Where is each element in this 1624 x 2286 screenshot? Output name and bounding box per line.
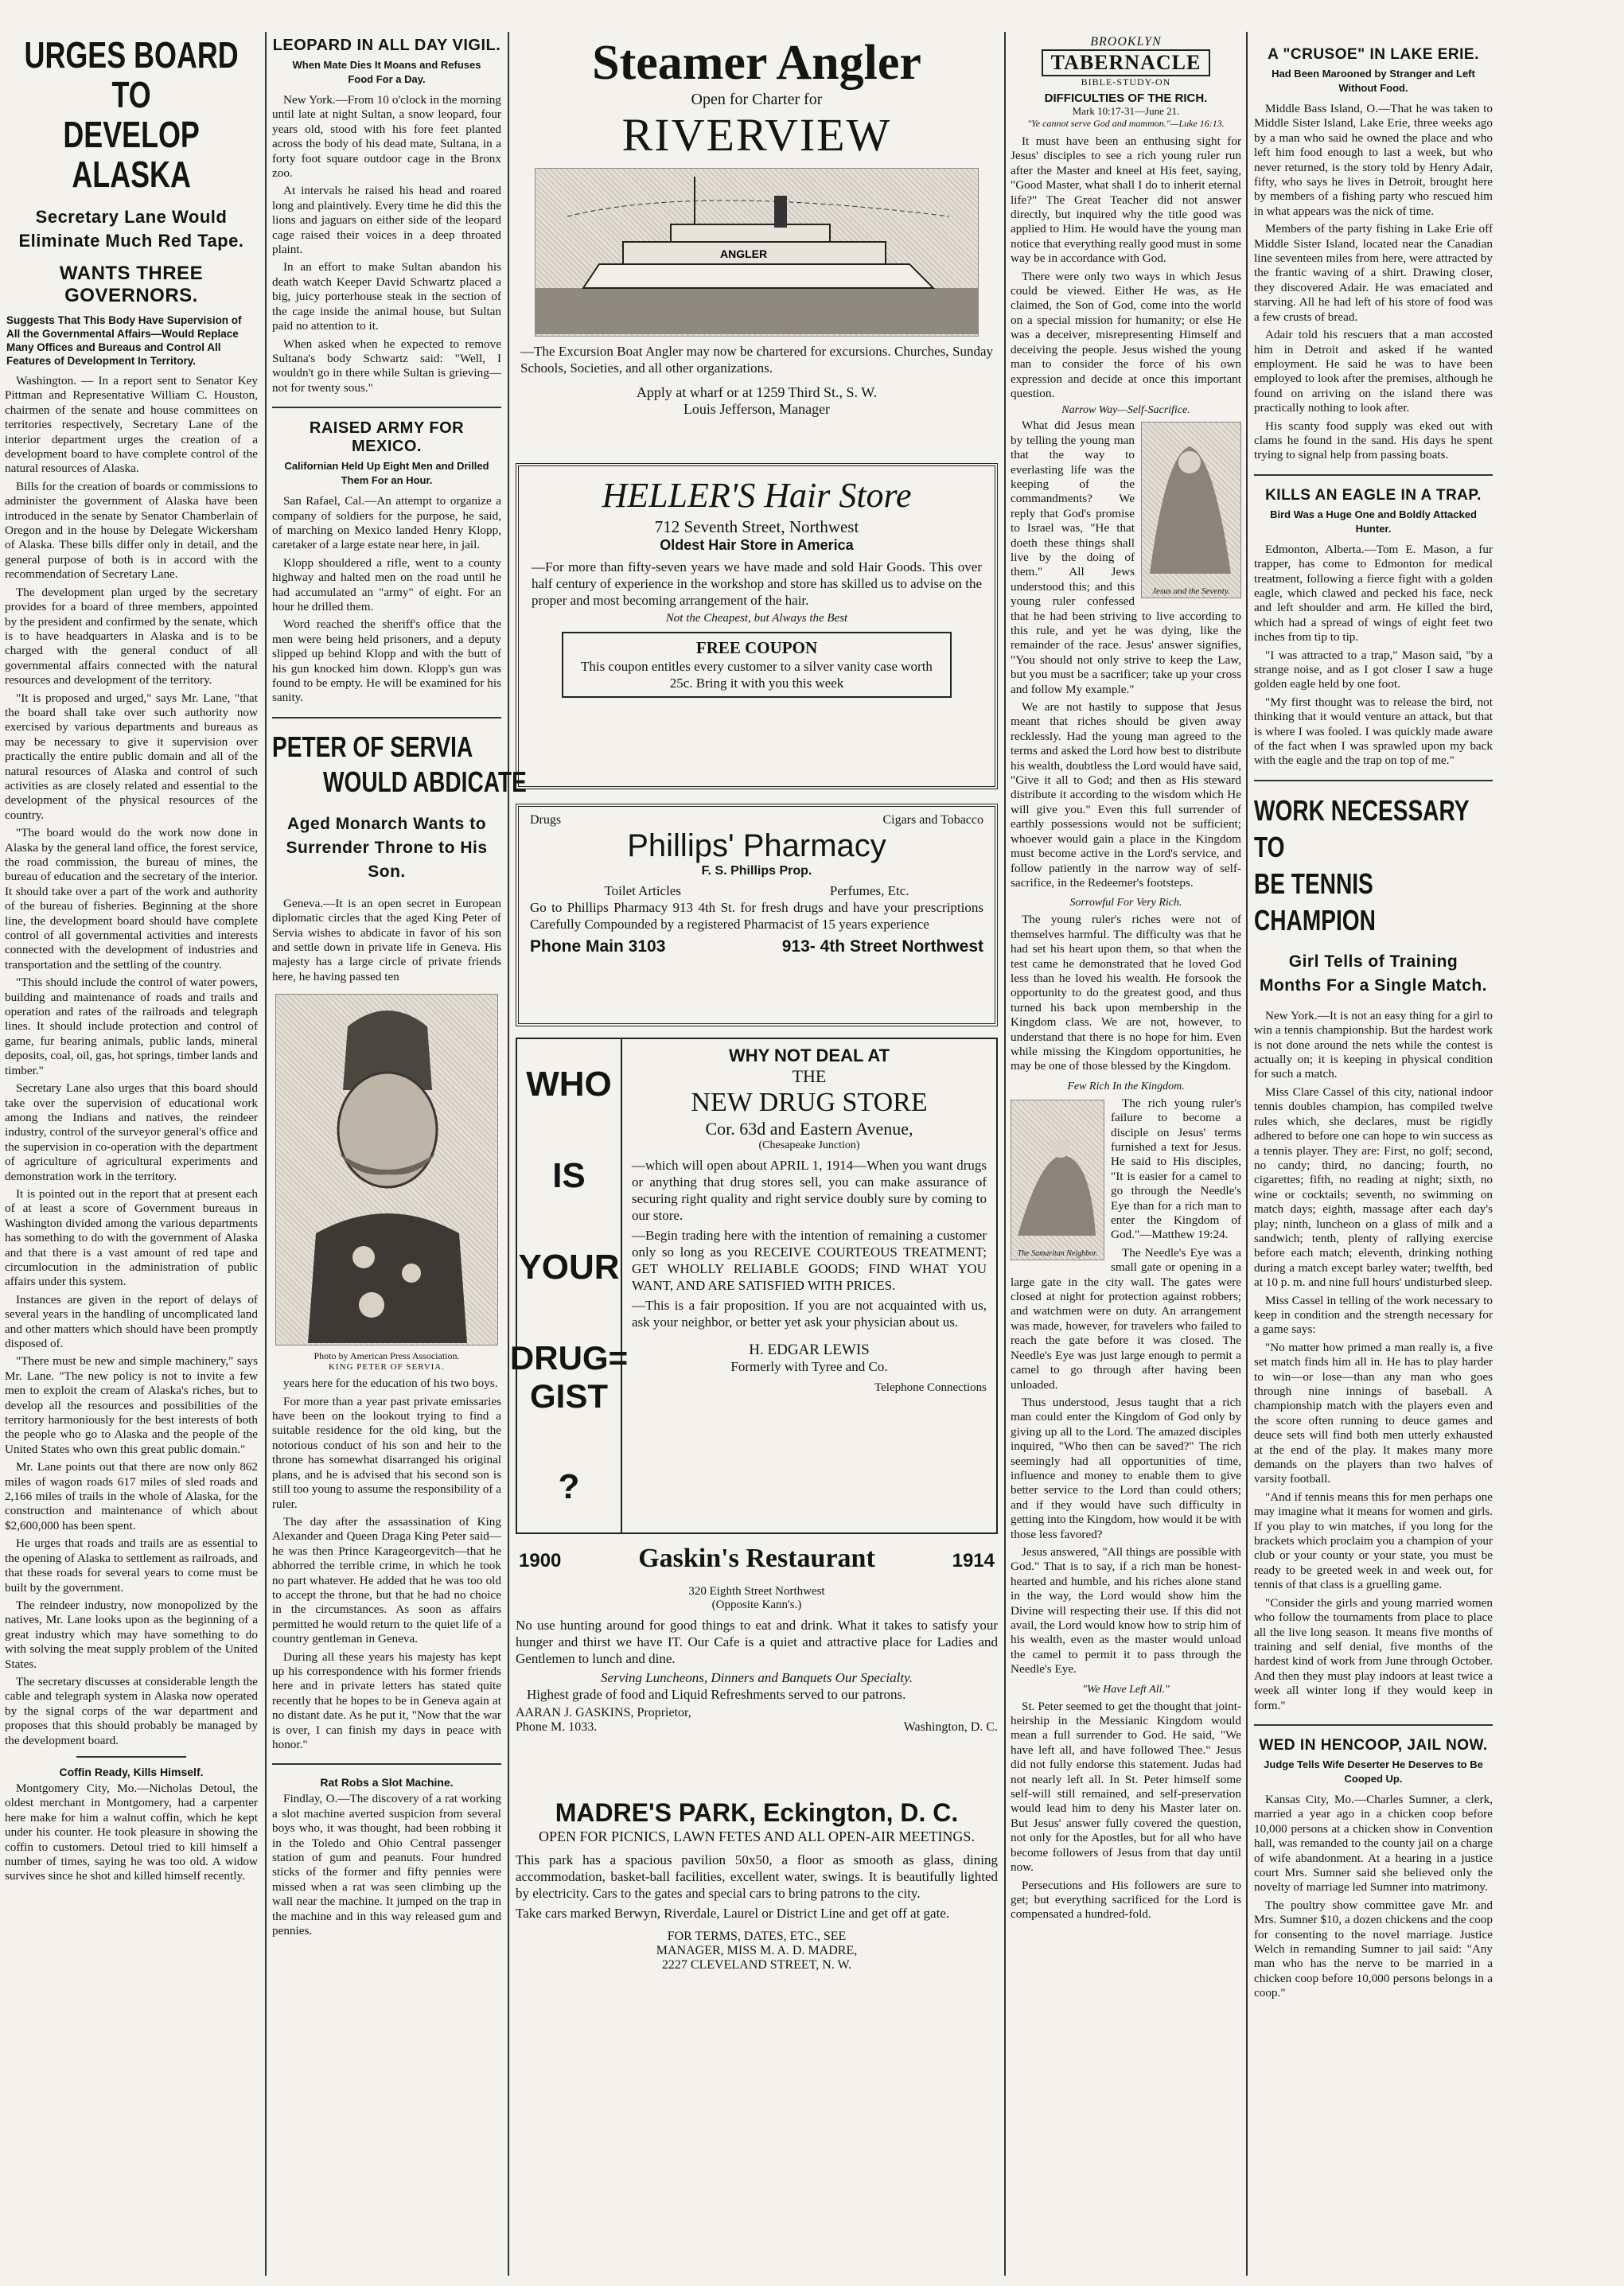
leopard-body (272, 93, 501, 395)
divider (272, 1763, 501, 1765)
boat-name: ANGLER (720, 247, 768, 260)
tabernacle-body-5 (1011, 1700, 1241, 1922)
drugstore-phone: Telephone Connections (874, 1381, 987, 1394)
column-rule (1004, 32, 1006, 2276)
paragraph: Word reached the sheriff's office that the men were being held prisoners, and a deputy slipped up behind Klopp and with the butt of his gun knocked him down. Klopp's gun was found to be empty. He will be examined for his sanity. (272, 617, 501, 705)
madre-title: MADRE'S PARK, Eckington, D. C. (555, 1798, 959, 1827)
king-peter-photo (275, 994, 498, 1346)
drugstore-para2: —Begin trading here with the intention of remaining a customer only so long as you RECEIVE COURTEOUS TREATMENT; GET WHOLLY RELIABLE GOODS; FIND WHAT YOU WANT, AND ARE SATISFIED WITH PRICES. (632, 1228, 987, 1293)
paragraph: His scanty food supply was eked out with clams he found in the sand. His days he spent trying to signal help from passing boats. (1254, 419, 1493, 462)
heller-address: 712 Seventh Street, Northwest (654, 517, 859, 536)
angler-ad (516, 35, 998, 457)
paragraph: It must have been an enthusing sight for Jesus' disciples to see a rich young ruler run after the Master and kneel at His feet, saying, "Good Master, what shall I do to inherit eternal life?" The Great Teacher did not answer directly, but inquired why the title good was applied to Him. He would have the young man notice that everything really good must in some way be in accordance with God. (1011, 134, 1241, 266)
paragraph: Kansas City, Mo.—Charles Sumner, a clerk, married a year ago in a chicken coop before 10,000 persons at a chicken show in Convention hall, was remanded to the county jail on a charge of wife abandonment. At a hearing in a justice court Mrs. Sumner said she believed only the novelty of marriage led Sumner into matrimony. (1254, 1792, 1493, 1895)
paragraph: Secretary Lane also urges that this board should take over the supervision of educational work among the Indians and natives, the reindeer industry, control of the surveyor general's office and the supervision in co-operation with the department of agriculture of agricultural experiments and demonstration work in the territory. (5, 1081, 258, 1183)
angler-place: RIVERVIEW (621, 109, 892, 161)
paragraph: What did Jesus mean by telling the young man that the way to everlasting life was the keeping of the commandments? We reply that God's promise to Israel was, "He that doeth these things shall live by the doing of them." All Jews understood this; and this young ruler confessed that he had been striving to live according to this rule, and yet he was dying, like the remainder of the race. Jesus' answer signifies, "You should not only strive to keep the Law, but you must be a sacrificer; take up your cross and follow My example." (1011, 419, 1241, 696)
photo-credit: Photo by American Press Association. (314, 1350, 460, 1362)
subhead: Sorrowful For Very Rich. (1069, 897, 1182, 909)
gaskin-text: No use hunting around for good things to eat and drink. What it takes to satisfy your hunger and thirst we have IT. Our Cafe is a quiet and attractive place for Ladies and Gentlemen to lunch and dine. (516, 1618, 998, 1666)
servia-body (272, 1377, 501, 1752)
gaskin-header: 1900 Gaskin's Restaurant 1914 (519, 1544, 995, 1573)
column-rule (265, 32, 267, 2276)
angler-text: —The Excursion Boat Angler may now be chartered for excursions. Churches, Sunday Schools, Societies, and all other organizations. (520, 344, 993, 376)
angler-manager: Louis Jefferson, Manager (683, 401, 831, 417)
subhead: Few Rich In the Kingdom. (1067, 1080, 1185, 1092)
illustration-art (1142, 423, 1239, 582)
tabernacle-quote: "Ye cannot serve God and mammon."—Luke 16:13. (1027, 118, 1225, 129)
illustration-art (1011, 1100, 1102, 1244)
side-word: WHO (526, 1065, 612, 1104)
drugstore-head1: WHY NOT DEAL AT (728, 1046, 890, 1065)
heller-title: HELLER'S Hair Store (602, 476, 912, 515)
gaskin-refresh: Highest grade of food and Liquid Refreshments served to our patrons. (527, 1687, 906, 1702)
gaskin-opposite: (Opposite Kann's.) (711, 1599, 802, 1611)
phillips-bottom (530, 937, 983, 956)
phillips-title: Phillips' Pharmacy (627, 828, 886, 863)
paragraph: "And if tennis means this for men perhaps one may imagine what it means for women and girls. If you play to win matches, if you long for the brackets which proclaim you a champion of your club or your county or your state, you must be ready to be greeted week in and week out, for tennis of that class is a gruelling game. (1254, 1490, 1493, 1592)
paragraph: "No matter how primed a man really is, a five set match finds him all in. He has to play harder to win—or lose—than any man who goes through nine innings of baseball. A championship match with the players even and the score often running to deuce games and deuce sets will find both men utterly exhausted at the end of the play. It makes many more demands on the players than two halves of varsity football. (1254, 1340, 1493, 1486)
madre-cars: Take cars marked Berwyn, Riverdale, Laurel or District Line and get off at gate. (516, 1906, 950, 1921)
subhead: Narrow Way—Self-Sacrifice. (1061, 404, 1190, 417)
army-title: RAISED ARMY FOR MEXICO. (309, 419, 465, 456)
steamer-illustration (535, 169, 978, 334)
servia-headline: PETER OF SERVIA WOULD ABDICATE (272, 730, 527, 798)
paragraph: Instances are given in the report of delays of several years in the handling of uncomplicated land and other matters which should have been promptly disposed of. (5, 1292, 258, 1350)
tabernacle-scripture: Mark 10:17-31—June 21. (1072, 105, 1180, 117)
column-tabernacle (1011, 35, 1241, 2279)
phillips-address: 913- 4th Street Northwest (781, 937, 983, 956)
paragraph: "My first thought was to release the bird, not thinking that it would venture an attack, but that is where I was fooled. I was quickly made aware of the fact when I was sprawled upon my back with the eagle and the trap on top of me." (1254, 695, 1493, 768)
paragraph: Members of the party fishing in Lake Erie off Middle Sister Island, located near the Canadian line seventeen miles from here, were attracted by the frantic waving of a shirt. Drawing closer, they discovered Adair. He was emaciated and starving. All he had left of his store of food was a few crusts of bread. (1254, 222, 1493, 324)
column-news (1254, 35, 1617, 2279)
phillips-phone: Phone Main 3103 (530, 937, 666, 956)
madre-text: This park has a spacious pavilion 50x50, a floor as smooth as glass, dining accommodation, basket-ball facilities, excellent water, swings. It is beautifully lighted by electricity. Cars to the gates and special cars to bring patrons to the city. (516, 1852, 998, 1901)
phillips-text: Go to Phillips Pharmacy 913 4th St. for fresh drugs and have your prescriptions Carefully Compounded by a registered Pharmacist of 15 years experience (530, 900, 983, 932)
subhead: "We Have Left All." (1082, 1683, 1170, 1696)
paragraph: "Consider the girls and young married women who follow the tournaments from place to place all the live long season. It means five months of training and self denial, five months of the hardest kind of work from June through October. And then they must play indoors at least twice a week all winter long if they would keep in form." (1254, 1595, 1493, 1712)
paragraph: The poultry show committee gave Mr. and Mrs. Sumner $10, a dozen chickens and the coop for consenting to the novel marriage. Justice Welch in remanding Sumner to jail said: "Any man who has the nerve to be married in a chicken coop before 10,000 persons belongs in a coop." (1254, 1898, 1493, 2000)
angler-apply: Apply at wharf or at 1259 Third St., S. W. (636, 384, 878, 400)
paragraph: St. Peter seemed to get the thought that joint-heirship in the Messianic Kingdom would mean a full surrender to God. He said, "We have left all, and have followed Thee." Jesus did not fully endorse this statement. Judas had not nearly left all. In St. Peter himself some self-will still remained, and self-preservation would lead him to deny his Master later on. But Jesus' answer fully covered the question, not only for the Apostles, but for all who have become followers of Jesus from that day until now. (1011, 1699, 1241, 1875)
drugstore-formerly: Formerly with Tyree and Co. (730, 1359, 888, 1374)
paragraph: The rich young ruler's failure to become a disciple on Jesus' terms furnished a text for Jesus. He said to His disciples, "It is easier for a camel to go through the Needle's Eye than for a rich man to enter the Kingdom of God."—Matthew 19:24. (1111, 1096, 1241, 1242)
paragraph: The development plan urged by the secretary provides for a board of three members, appointed by the president and confirmed by the senate, which is to have headquarters in Alaska and is to be charged with the general conduct of all governmental affairs connected with the natural resources and development of the territory. (5, 585, 258, 687)
illustration-caption: Jesus and the Seventy. (1152, 586, 1230, 597)
madre-terms: 2227 CLEVELAND STREET, N. W. (661, 1958, 852, 1972)
eagle-body (1254, 543, 1493, 769)
paragraph: Middle Bass Island, O.—That he was taken to Middle Sister Island, Lake Erie, three weeks ago by a man who said he owned the place and who left him food enough to last a week, but who never returned, is the story told by Henry Adair, fifty, who says he lives in Detroit, brought here by members of a fishing party who rescued him in what appears was the nick of time. (1254, 102, 1493, 218)
side-word: DRUG= GIST (509, 1338, 629, 1415)
paragraph: Persecutions and His followers are sure to get; but everything sacrificed for the Lord is compensated a hundred-fold. (1011, 1878, 1241, 1922)
drugstore-location: Cor. 63d and Eastern Avenue, (705, 1119, 913, 1139)
paragraph: During all these years his majesty has kept up his correspondence with his former friends here and in private letters has stated quite recently that he hopes to be in Geneva again at no distant date. As he put it, "Now that the war is over, I can finish my days in peace with honor." (272, 1649, 501, 1751)
paragraph: For more than a year past private emissaries have been on the lookout trying to find a suitable residence for the old king, but the notorious conduct of his son and heir to the throne has somewhat disarranged his original plans, and he is advised that his second son is still too young to assume the responsibility of a ruler. (272, 1394, 501, 1511)
servia-deck: Aged Monarch Wants to Surrender Throne to His Son. (286, 814, 488, 881)
paragraph: We are not hastily to suppose that Jesus meant that riches should be given away recklessly. Had the young man agreed to the terms and asked the Lord how best to distribute his wealth, doubtless the Lord would have said, "Give it all to God; and then as His steward distribute it according to the wisdom which He will give you." Even this full surrender of earthly possessions would not be sufficient; whoever would gain a place in the Kingdom must become active in the Lord's service, and follow patiently in the narrow way of self-sacrifice, in the Redeemer's footsteps. (1011, 700, 1241, 890)
coupon-text: This coupon entitles every customer to a silver vanity case worth 25c. Bring it with you this week (581, 659, 933, 691)
phillips-ad (516, 804, 998, 1026)
crusoe-title: A "CRUSOE" IN LAKE ERIE. (1268, 46, 1479, 63)
divider (1254, 780, 1493, 781)
gaskin-serving: Serving Luncheons, Dinners and Banquets Our Specialty. (601, 1670, 913, 1685)
paragraph: Miss Cassel in telling of the work necessary to keep in condition and the strength necessary for a game says: (1254, 1293, 1493, 1337)
phillips-top: Drugs Cigars and Tobacco (530, 813, 983, 827)
paragraph: Miss Clare Cassel of this city, national indoor tennis doubles champion, has compiled twelve rules which, she declares, must be rigidly adhered to before one can hope to win success as a tennis player. They are: First, no golf; second, no candy; third, no dancing; fourth, no cigarettes; fifth, no reading at night; sixth, no wine or cocktails; seventh, no swimming on match days; eighth, massage after each day's play; ninth, luncheon on a glass of milk and a sandwich; tenth, plenty of rallying exercise before each match; eleventh, drinking nothing during a match except barley water; twelfth, bed at 10 p. m. and nine full hours' undisturbed sleep. (1254, 1085, 1493, 1290)
tennis-body (1254, 1009, 1493, 1713)
hencoop-title: WED IN HENCOOP, JAIL NOW. (1259, 1736, 1488, 1754)
coupon-title: FREE COUPON (695, 638, 818, 657)
paragraph: Edmonton, Alberta.—Tom E. Mason, a fur trapper, has come to Edmonton for medical treatment, following a fierce fight with a golden eagle, which clawed and pecked his face, neck and left shoulder and arm. He killed the bird, which had a spread of wings of eight feet two inches from tip to tip. (1254, 542, 1493, 645)
divider (76, 1756, 186, 1758)
hencoop-deck: Judge Tells Wife Deserter He Deserves to Be Cooped Up. (1264, 1758, 1483, 1785)
paragraph: The reindeer industry, now monopolized by the natives, Mr. Lane looks upon as the beginning of a great industry which may have something to do with solving the meat supply problem of the United States. (5, 1598, 258, 1671)
paragraph: It is pointed out in the report that at present each of at least a score of Government bureaus in Washington divided among the various departments has something to do with the government of Alaska and that there is a vast amount of red tape and circumlocution in the administration of public affairs under this system. (5, 1186, 258, 1289)
gaskin-address: 320 Eighth Street Northwest (688, 1585, 825, 1598)
divider (272, 717, 501, 719)
gaskin-ad (516, 1544, 998, 1790)
alaska-body (5, 374, 258, 1748)
tabernacle-masthead: BROOKLYN TABERNACLE BIBLE-STUDY-ON (1011, 35, 1241, 88)
paragraph: He urges that roads and trails are as essential to the opening of Alaska to settlement as railroads, and that these roads for several years to come must be built by the government. (5, 1536, 258, 1595)
heller-text: —For more than fifty-seven years we have made and sold Hair Goods. This over half century of experience in the workshop and store has skilled us to advise on the proper and most becoming arrangement of the hair. (532, 559, 982, 608)
crusoe-body (1254, 102, 1493, 463)
paragraph: "The board would do the work now done in Alaska by the general land office, the forest service, the road commission, the bureau of mines, the bureau of education and the secretary of the interior. It should take over a part of the work and authority of the bureau of fisheries. Beginning at the shore line, the development board should have complete control of all governmental activities and interests connected with the development of industries and transportation and the settling of the country. (5, 826, 258, 972)
paragraph: The Needle's Eye was a small gate or opening in a large gate in the city wall. The gates were closed at night for protection against robbers; and watchmen were on duty. An arrangement was made, however, for travelers who failed to reach the gate before it was closed. The Needle's Eye was just large enough to permit a camel to go through after having been unloaded. (1011, 1245, 1241, 1392)
tennis-deck: Girl Tells of Training Months For a Single Match. (1259, 952, 1487, 995)
phillips-lines: Toilet Articles Perfumes, Etc. (604, 883, 909, 898)
army-body (272, 494, 501, 706)
column-misc (272, 35, 527, 2279)
drugstore-para3: —This is a fair proposition. If you are not acquainted with us, ask your neighbor, or better yet ask your physician about us. (632, 1298, 987, 1330)
drugstore-ad (509, 1038, 998, 1534)
leopard-deck: When Mate Dies It Moans and Refuses Food For a Day. (292, 59, 481, 85)
paragraph: In an effort to make Sultan abandon his death watch Keeper David Schwartz placed a big, juicy porterhouse steak in the section of the cage inside the animal house, but Sultan paid no attention to it. (272, 260, 501, 333)
rat-text: Findlay, O.—The discovery of a rat working a slot machine averted suspicion from several boys who, it was thought, had been robbing it in the Toledo and Ohio Central passenger station of gum and peanuts. Four hundred sticks of the former and fifty pennies were missed when a rat was seen climbing up the wall near the machine. It jumped on the trap in the machine and in this way released gum and pennies. (272, 1792, 501, 1938)
paragraph: "I was attracted to a trap," Mason said, "by a strange noise, and as I got closer I saw a huge golden eagle held by one foot. (1254, 648, 1493, 691)
jesus-illustration (1141, 422, 1241, 598)
paragraph: The day after the assassination of King Alexander and Queen Draga King Peter said—he was then Prince Karageorgevitch—that he abhorred the terrible crime, in which he took no part whatever. He added that he was too old to accept the throne, but that he had no choice in the circumstances. As soon as affairs permitted he would return to the quiet life of a country gentleman in Geneva. (272, 1514, 501, 1646)
side-word: ? (558, 1466, 580, 1506)
column-news-inner (1254, 46, 1493, 2001)
illustration-caption: The Samaritan Neighbor. (1017, 1248, 1098, 1258)
paragraph: San Rafael, Cal.—An attempt to organize a company of soldiers for the purpose, he said, of marching on Mexico landed Henry Klopp, caretaker of a large estate near here, in jail. (272, 494, 501, 552)
paragraph: New York.—From 10 o'clock in the morning until late at night Sultan, a snow leopard, four years old, stood with his fore feet planted across the body of his dead mate, Sultana, in a forty foot square outdoor cage in the Bronx zoo. (272, 93, 501, 181)
madre-terms: FOR TERMS, DATES, ETC., SEE (667, 1930, 847, 1943)
paragraph: "It is proposed and urged," says Mr. Lane, "that the board shall take over such authority now exercised by various departments and bureaus as may be necessary to give it supervision over practically the entire public domain and all of the natural resources of Alaska and control of such activities as are closely related and essential to the development of the physical resources of the country. (5, 691, 258, 822)
photo-caption: KING PETER OF SERVIA. (328, 1362, 445, 1373)
divider (272, 407, 501, 408)
heller-tagline: Oldest Hair Store in America (660, 537, 854, 553)
paragraph: Bills for the creation of boards or commissions to administer the government of Alaska have been introduced in the senate by Senator Chamberlain of Oregon and in the house by Delegate Wickersham of Alaska. These bills differ only in detail, and the general purpose of both is in accord with the recommendation of Secretary Lane. (5, 479, 258, 582)
phillips-prop: F. S. Phillips Prop. (701, 864, 812, 878)
servia-lead: Geneva.—It is an open secret in European diplomatic circles that the aged King Peter of Servia wishes to abdicate in favor of his son and settle down in private life in Geneva. His majesty has a large circle of private friends here, he having passed ten (272, 896, 501, 983)
tabernacle-body-3 (1011, 913, 1241, 1073)
madre-sub: OPEN FOR PICNICS, LAWN FETES AND ALL OPEN-AIR MEETINGS. (539, 1828, 975, 1844)
eagle-title: KILLS AN EAGLE IN A TRAP. (1265, 486, 1482, 504)
alaska-headline: URGES BOARD TO DEVELOP ALASKA (24, 34, 239, 195)
steamer-photo (535, 168, 979, 337)
paragraph: The secretary discusses at considerable length the cable and telegraph system in Alaska now operated by the signal corps of the war department and proposes that this should probably be managed by the development board. (5, 1674, 258, 1747)
column-ads (509, 35, 998, 2279)
portrait-illustration (276, 995, 497, 1343)
column-rule (508, 32, 509, 2276)
paragraph: Mr. Lane points out that there are now only 862 miles of wagon roads 617 miles of sled roads and 2,166 miles of trails in the whole of Alaska, for the construction and maintenance of which about $2,600,000 has been spent. (5, 1460, 258, 1532)
rat-title: Rat Robs a Slot Machine. (320, 1776, 454, 1789)
paragraph: Adair told his rescuers that a man accosted him in Detroit and asked if he wanted employment. He said he was to have been employed to look after the premises, although he found on arriving on the island there was practically nothing to look after. (1254, 328, 1493, 415)
free-coupon (562, 632, 952, 698)
paragraph: The young ruler's riches were not of themselves harmful. The difficulty was that he had set his heart upon them, so that when the test came he demonstrated that he loved God less than he loved his wealth. He forsook the opportunity to do the greatest good, and thus turned his back upon membership in the Kingdom class. We are not, however, to understand that there is no hope for him. Even while missing the Kingdom opportunities, he may be one of those blessed by the Kingdom. (1011, 913, 1241, 1073)
drugstore-side (509, 1039, 629, 1532)
paragraph: There were only two ways in which Jesus could be viewed. Either He was, as He claimed, the Son of God, come into the world on a special mission for humanity; or else He was a deceiver, misrepresenting Himself and deceiving the people. Jesus wished the young man to consider the force of his own expression and decide at once this important question. (1011, 269, 1241, 400)
hencoop-body (1254, 1793, 1493, 2001)
madre-ad (516, 1798, 998, 2045)
drugstore-head3: NEW DRUG STORE (691, 1088, 928, 1117)
crusoe-deck: Had Been Marooned by Stranger and Left Without Food. (1272, 68, 1475, 94)
paragraph: years here for the education of his two boys. (283, 1377, 498, 1391)
heller-motto: Not the Cheapest, but Always the Best (665, 612, 848, 625)
eagle-deck: Bird Was a Huge One and Boldly Attacked Hunter. (1270, 508, 1477, 535)
alaska-deck: Secretary Lane Would Eliminate Much Red Tape. (18, 207, 244, 251)
army-deck: Californian Held Up Eight Men and Drilled Them For an Hour. (284, 460, 489, 487)
paragraph: Washington. — In a report sent to Senator Key Pittman and Representative William C. Houston, chairmen of the senate and house committees on territories respectively, Secretary Lane of the interior department urges the creation of a development board to have complete control of the natural resources of Alaska. (5, 374, 258, 476)
tabernacle-title: DIFFICULTIES OF THE RICH. (1044, 92, 1208, 105)
divider (1254, 474, 1493, 476)
paragraph: At intervals he raised his head and roared long and plaintively. Every time he did this the lions and jaguars on either side of the leopard cage raised their voices in a deep throated plaint. (272, 184, 501, 257)
side-word: IS (552, 1156, 586, 1196)
divider (1254, 1724, 1493, 1726)
side-word: YOUR (518, 1247, 620, 1287)
paragraph: "There must be new and simple machinery," says Mr. Lane. "The new policy is not to invite a few men to exploit the cream of Alaska's riches, but to develop all the resources and possibilities of the territory harmoniously for the best interests of both the people who go to Alaska and the people of the United States who own this great public domain." (5, 1354, 258, 1456)
gaskin-footer: Phone M. 1033. Washington, D. C. (516, 1720, 998, 1734)
paragraph: When asked when he expected to remove Sultana's body Schwartz said: "Well, I wouldn't go in there while Sultan is grieving—not for twenty sous." (272, 337, 501, 395)
angler-subtitle: Open for Charter for (691, 91, 823, 108)
drugstore-head2: THE (792, 1066, 827, 1086)
samaritan-illustration (1011, 1100, 1104, 1260)
drugstore-junction: (Chesapeake Junction) (758, 1139, 860, 1151)
madre-terms: MANAGER, MISS M. A. D. MADRE, (656, 1944, 858, 1957)
paragraph: Thus understood, Jesus taught that a rich man could enter the Kingdom of God only by giving up all to the Lord. The amazed disciples inquired, "Who then can be saved?" The rich seemingly had all opportunities of time, influence and money to enable them to give better service to the Lord than could others; and if they would have such difficulty in getting into the Kingdom, how would it be with those less favored? (1011, 1395, 1241, 1541)
paragraph: Klopp shouldered a rifle, went to a county highway and halted men on the road until he had accumulated an "army" of eight. For an hour he drilled them. (272, 555, 501, 613)
paragraph: "This should include the control of water powers, building and maintenance of roads and trails and operation and rates of the railroads and telegraph lines. It should include protection and control of game, fur bearing animals, public lands, mineral deposits, coal, oil, gas, hot springs, timber lands and timber." (5, 976, 258, 1077)
leopard-title: LEOPARD IN ALL DAY VIGIL. (272, 37, 501, 54)
column-rule (1246, 32, 1248, 2276)
column-alaska (5, 35, 258, 2279)
tabernacle-body-1 (1011, 134, 1241, 401)
coffin-title: Coffin Ready, Kills Himself. (59, 1765, 204, 1778)
gaskin-title: Gaskin's Restaurant (638, 1544, 875, 1573)
drugstore-para1: —which will open about APRIL 1, 1914—When you want drugs or anything that drug stores sell, you can make assurance of securing right quality and right service doubly sure by coming to our store. (632, 1158, 987, 1223)
alaska-summary: Suggests That This Body Have Supervision of All the Governmental Affairs—Would Replace Many Offices and Bureaus and Control All Features of Development In Territory. (6, 314, 242, 367)
drugstore-owner: H. EDGAR LEWIS (749, 1342, 870, 1358)
gaskin-proprietor: AARAN J. GASKINS, Proprietor, (516, 1706, 691, 1719)
drugstore-main (622, 1039, 996, 1532)
paragraph: New York.—It is not an easy thing for a girl to win a tennis championship. But the hardest work is not done around the nets while the contest is actually on; it is keeping in physical condition for such a match. (1254, 1008, 1493, 1081)
coffin-text: Montgomery City, Mo.—Nicholas Detoul, the oldest merchant in Montgomery, had a carpenter here make for him a walnut coffin, which he kept under his counter. He took pleasure in showing the coffin to customers. Detoul tried to kill himself a number of times, saying he was too old. A widow survives since he shot and killed himself recently. (5, 1781, 258, 1883)
paragraph: Jesus answered, "All things are possible with God." That is to say, if a rich man be honest-hearted and humble, and his riches alone stand in the way, the Lord would show him the Divine will respecting their use. If this did not avail, the Lord would know how to strip him of his wealth, even as the master would unload the camel to permit it to pass through the Needle's Eye. (1011, 1544, 1241, 1677)
heller-ad (516, 463, 998, 789)
angler-title: Steamer Angler (592, 36, 921, 90)
tennis-headline: WORK NECESSARY TO BE TENNIS CHAMPION (1254, 793, 1469, 937)
alaska-deck-2: WANTS THREE GOVERNORS. (59, 263, 204, 306)
